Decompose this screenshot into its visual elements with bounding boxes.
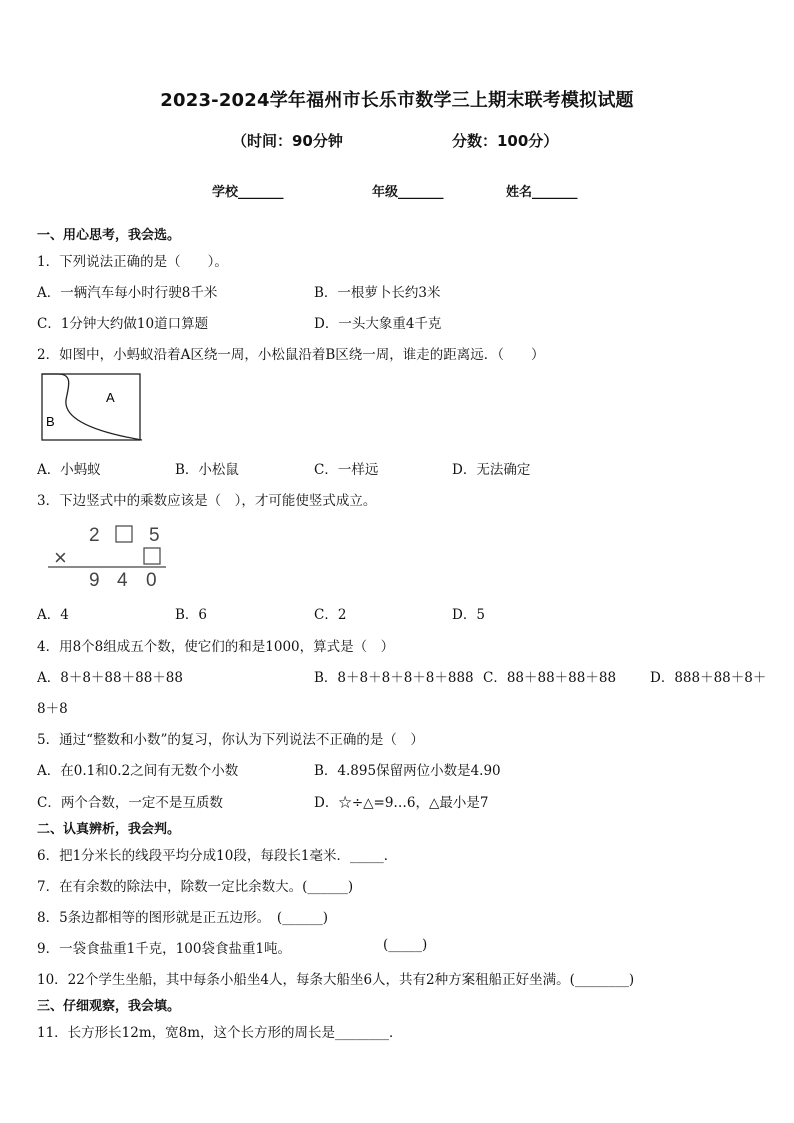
question-5-option-c: C．两个合数，一定不是互质数 — [37, 795, 223, 811]
question-5-option-d: D．☆÷△=9…6，△最小是7 — [314, 795, 489, 811]
question-3-option-d: D．5 — [452, 607, 485, 623]
result-digit-0: 0 — [146, 570, 157, 590]
result-digit-9: 9 — [89, 570, 100, 590]
figure-label-a: A — [106, 390, 115, 405]
question-2-option-b: B．小松鼠 — [175, 462, 239, 478]
school-field: 学校_______ — [212, 185, 284, 200]
question-4-option-b: B．8＋8＋8＋8＋8＋888 — [314, 670, 474, 686]
question-4-option-c: C．88＋88＋88＋88 — [483, 670, 617, 686]
question-1-option-d: D．一头大象重4千克 — [314, 316, 442, 332]
question-1-option-b: B．一根萝卜长约3米 — [314, 285, 441, 301]
question-9: 9．一袋食盐重1千克，100袋食盐重1吨。 — [37, 941, 292, 957]
figure-curve — [42, 374, 142, 440]
question-11: 11．长方形长12m，宽8m，这个长方形的周长是________． — [37, 1025, 403, 1041]
question-2-stem: 2．如图中，小蚂蚁沿着A区绕一周，小松鼠沿着B区绕一周，谁走的距离远．（ ） — [37, 347, 545, 363]
section-heading-1: 一、用心思考，我会选。 — [37, 228, 181, 243]
question-2-option-d: D．无法确定 — [452, 462, 531, 478]
question-4-stem: 4．用8个8组成五个数，使它们的和是1000，算式是（ ） — [37, 639, 395, 655]
question-7: 7．在有余数的除法中，除数一定比余数大。(______) — [37, 879, 354, 895]
question-10: 10．22个学生坐船，其中每条小船坐4人，每条大船坐6人，共有2种方案租船正好坐满。(________) — [37, 972, 635, 988]
question-3-option-b: B．6 — [175, 607, 208, 623]
result-digit-4: 4 — [117, 570, 128, 590]
question-1-option-a: A．一辆汽车每小时行驶8千米 — [37, 285, 218, 301]
exam-time: （时间：90分钟 — [232, 132, 343, 150]
question-1-stem: 1．下列说法正确的是（ ）。 — [37, 254, 228, 270]
question-9-blank: (_____) — [383, 937, 428, 953]
question-5-option-b: B．4.895保留两位小数是4.90 — [314, 763, 501, 779]
exam-score: 分数：100分） — [452, 132, 559, 150]
question-3-option-c: C．2 — [314, 607, 347, 623]
question-2-option-a: A．小蚂蚁 — [37, 462, 101, 478]
question-6: 6．把1分米长的线段平均分成10段，每段长1毫米．_____． — [37, 848, 398, 864]
figure-rectangle — [42, 374, 140, 440]
multiply-sign: × — [54, 545, 67, 570]
question-3-option-a: A．4 — [37, 607, 69, 623]
blank-box-multiplier — [144, 548, 160, 564]
digit-5: 5 — [149, 525, 160, 546]
digit-2: 2 — [89, 525, 100, 546]
question-4-option-d: D．888＋88＋8＋ — [650, 670, 767, 686]
question-4-option-a: A．8＋8＋88＋88＋88 — [37, 670, 183, 686]
figure-label-b: B — [46, 414, 55, 429]
question-3-stem: 3．下边竖式中的乘数应该是（ ），才可能使竖式成立。 — [37, 493, 377, 509]
question-1-option-c: C．1分钟大约做10道口算题 — [37, 316, 209, 332]
section-heading-3: 三、仔细观察，我会填。 — [37, 999, 181, 1014]
grade-field: 年级_______ — [372, 185, 444, 200]
question-2-option-c: C．一样远 — [314, 462, 379, 478]
question-5-stem: 5．通过“整数和小数”的复习，你认为下列说法不正确的是（ ） — [37, 732, 424, 748]
question-5-option-a: A．在0.1和0.2之间有无数个小数 — [37, 763, 239, 779]
blank-box-top — [116, 526, 132, 542]
section-heading-2: 二、认真辨析，我会判。 — [37, 822, 181, 837]
question-8: 8．5条边都相等的图形就是正五边形。 (______) — [37, 910, 328, 926]
page-title: 2023-2024学年福州市长乐市数学三上期末联考模拟试题 — [160, 90, 634, 111]
name-field: 姓名_______ — [506, 185, 578, 200]
question-4-option-d-continued: 8＋8 — [37, 701, 68, 717]
vertical-multiplication — [46, 520, 172, 590]
region-figure — [40, 372, 148, 444]
